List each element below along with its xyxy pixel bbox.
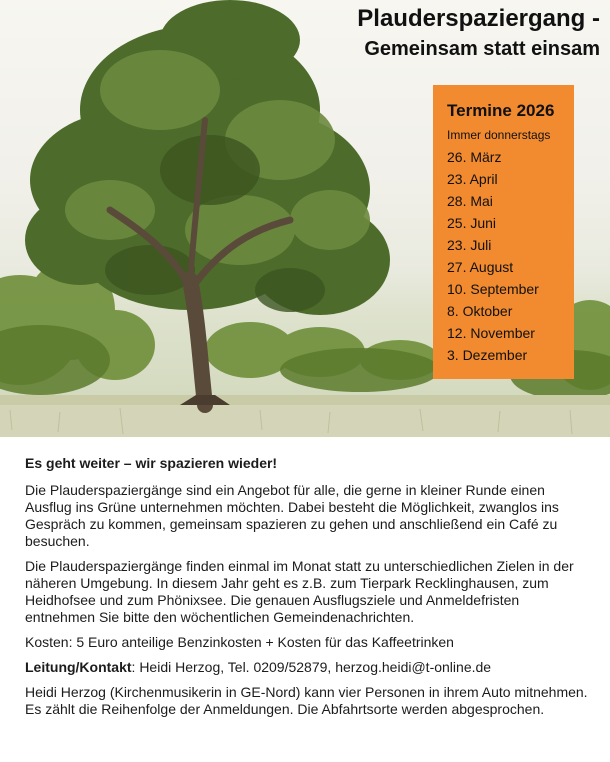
termine-subheading: Immer donnerstags (447, 128, 551, 142)
termine-date: 27. August (447, 259, 514, 275)
termine-list (447, 146, 568, 366)
termine-heading: Termine 2026 (447, 101, 555, 120)
title-main: Plauderspaziergang - (357, 5, 600, 32)
schedule-paragraph: Die Plauderspaziergänge finden einmal im Monat statt zu unterschiedlichen Zielen in der näheren Umgebung. In diesem Jahr geht es z.B. zum Tierpark Recklinghausen, zum Heidhofsee und zum Phönixsee. Die genauen Ausflugsziele und Anmeldefristen entnehmen Sie bitte den wöchentlichen Gemeindenachrichten. (25, 558, 574, 625)
contact-line (25, 659, 590, 676)
carpool-paragraph: Heidi Herzog (Kirchenmusikerin in GE-Nord) kann vier Personen in ihrem Auto mitnehmen. Es zählt die Reihenfolge der Anmeldungen. Die Abfahrtsorte werden abgesprochen. (25, 684, 588, 717)
flyer-body (25, 455, 590, 726)
termine-date: 3. Dezember (447, 347, 528, 363)
termine-date: 23. Juli (447, 237, 492, 253)
termine-date: 25. Juni (447, 215, 497, 231)
intro-paragraph: Die Plauderspaziergänge sind ein Angebot für alle, die gerne in kleiner Runde einen Ausflug ins Grüne unternehmen möchten. Dabei besteht die Möglichkeit, zwanglos ins Gespräch zu kommen, gemeinsam spazieren zu gehen und anschließend ein Café zu besuchen. (25, 482, 559, 549)
contact-label: Leitung/Kontakt (25, 659, 132, 675)
title-subtitle: Gemeinsam statt einsam (364, 38, 600, 60)
termine-date: 10. September (447, 281, 539, 297)
termine-date: 23. April (447, 171, 498, 187)
termine-date: 8. Oktober (447, 303, 513, 319)
termine-box (433, 85, 574, 379)
termine-date: 28. Mai (447, 193, 493, 209)
lead-heading: Es geht weiter – wir spazieren wieder! (25, 455, 278, 471)
costs-line: Kosten: 5 Euro anteilige Benzinkosten + Kosten für das Kaffeetrinken (25, 634, 454, 650)
termine-date: 12. November (447, 325, 535, 341)
flyer-title (300, 4, 600, 62)
contact-details: : Heidi Herzog, Tel. 0209/52879, herzog.heidi@t-online.de (131, 659, 492, 675)
termine-date: 26. März (447, 149, 502, 165)
